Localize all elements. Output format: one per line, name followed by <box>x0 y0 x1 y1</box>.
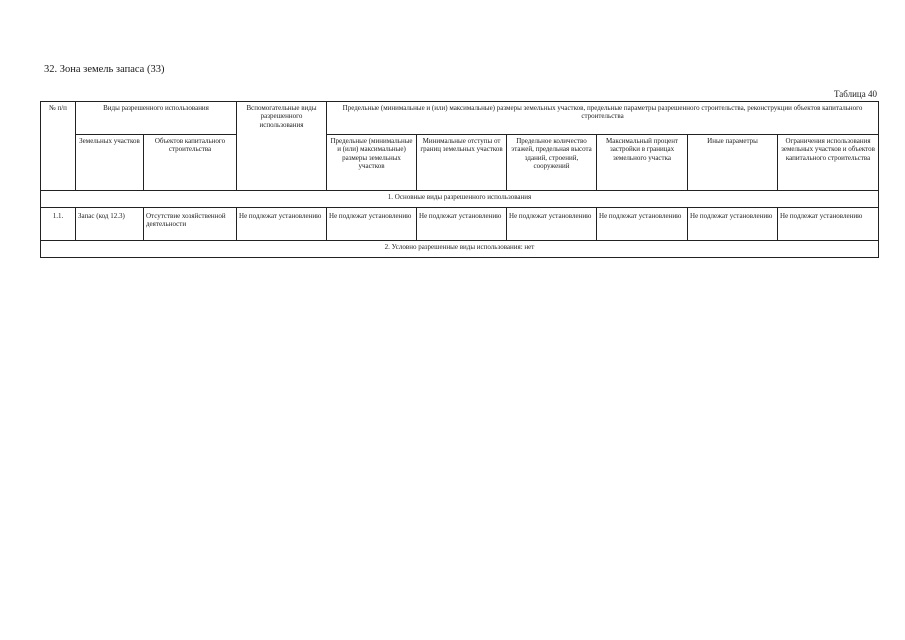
header-num: № п/п <box>41 102 76 191</box>
header-plot-sizes: Предельные (минимальные и (или) максимальные) размеры земельных участков <box>327 135 417 191</box>
section-1-row <box>41 191 879 208</box>
header-land-plots: Земельных участков <box>76 135 144 191</box>
row-land-plot: Запас (код 12.3) <box>76 208 144 241</box>
section-2-row <box>41 241 879 258</box>
regulations-table <box>40 101 879 258</box>
header-permitted-uses: Виды разрешенного использования <box>76 102 237 135</box>
table-row <box>41 208 879 241</box>
header-auxiliary-uses: Вспомогательные виды разрешенного использования <box>237 102 327 191</box>
header-restrictions: Ограничения использования земельных участков и объектов капитального строительства <box>778 135 879 191</box>
row-setbacks: Не подлежат установлению <box>417 208 507 241</box>
row-capital-object: Отсутствие хозяйственной деятельности <box>144 208 237 241</box>
section-1-label: 1. Основные виды разрешенного использования <box>41 191 879 208</box>
row-floors-height: Не подлежат установлению <box>507 208 597 241</box>
header-floors-height: Предельное количество этажей, предельная высота зданий, строений, сооружений <box>507 135 597 191</box>
row-plot-sizes: Не подлежат установлению <box>327 208 417 241</box>
zone-title: 32. Зона земель запаса (33) <box>44 64 165 75</box>
header-coverage: Максимальный процент застройки в границах земельного участка <box>597 135 688 191</box>
header-row-2 <box>41 135 879 191</box>
row-other-params: Не подлежат установлению <box>688 208 778 241</box>
table-caption: Таблица 40 <box>834 89 877 99</box>
row-restrictions: Не подлежат установлению <box>778 208 879 241</box>
row-num: 1.1. <box>41 208 76 241</box>
header-capital-objects: Объектов капитального строительства <box>144 135 237 191</box>
header-setbacks: Минимальные отступы от границ земельных участков <box>417 135 507 191</box>
header-other-params: Иные параметры <box>688 135 778 191</box>
section-2-label: 2. Условно разрешенные виды использования: нет <box>41 241 879 258</box>
header-limits: Предельные (минимальные и (или) максимальные) размеры земельных участков, предельные параметры разрешенного строительства, реконструкции объектов капитального строительства <box>327 102 879 135</box>
row-coverage: Не подлежат установлению <box>597 208 688 241</box>
header-row-1 <box>41 102 879 135</box>
row-auxiliary: Не подлежат установлению <box>237 208 327 241</box>
